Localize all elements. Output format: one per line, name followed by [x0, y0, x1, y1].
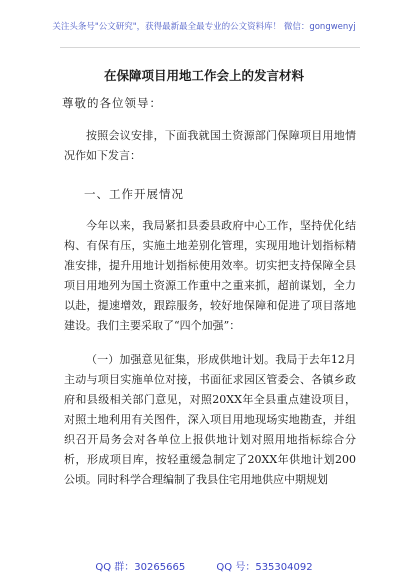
intro-block — [64, 126, 356, 166]
section-heading: 一、工作开展情况 — [84, 187, 184, 201]
body-paragraph-2: （一）加强意见征集，形成供地计划。我局于去年12月主动与项目实施单位对接，书面征求园区管委会、各镇乡政府和县级相关部门意见，对照20XX年全县重点建设项目，对照土地利用有关图件，深入项目用地现场实地勘查，并组织召开局务会对各单位上报供地计划对照用地指标综合分析，形成项目库，按轻重缓急制定了20XX年供地计划200公顷。同时科学合理编制了我县住宅用地供应中期规划 — [64, 353, 356, 486]
body-paragraph-1: 今年以来，我局紧扣县委县政府中心工作，坚持优化结构、有保有压，实施土地差别化管理，实现用地计划指标精准安排，提升用地计划指标使用效率。切实把支持保障全县项目用地列为国土资源工作重中之重来抓，超前谋划，全力以赴，提速增效，跟踪服务，较好地保障和促进了项目落地建设。我们主要采取了“四个加强”： — [64, 219, 356, 332]
footer-qq-number: QQ 号：535304092 — [216, 562, 313, 573]
header-divider — [60, 47, 360, 48]
footer-qq-group: QQ 群：30265665 — [95, 562, 186, 573]
header-note: 关注头条号"公文研究"，获得最新最全最专业的公文资料库！ 微信：gongwenyj — [52, 22, 356, 32]
paragraph-block-2 — [64, 350, 356, 490]
page-title: 在保障项目用地工作会上的发言材料 — [103, 68, 304, 83]
footer — [0, 558, 408, 573]
salutation: 尊敬的各位领导： — [62, 96, 162, 110]
intro-paragraph: 按照会议安排，下面我就国土资源部门保障项目用地情况作如下发言： — [64, 129, 356, 162]
paragraph-block-1 — [64, 216, 356, 336]
